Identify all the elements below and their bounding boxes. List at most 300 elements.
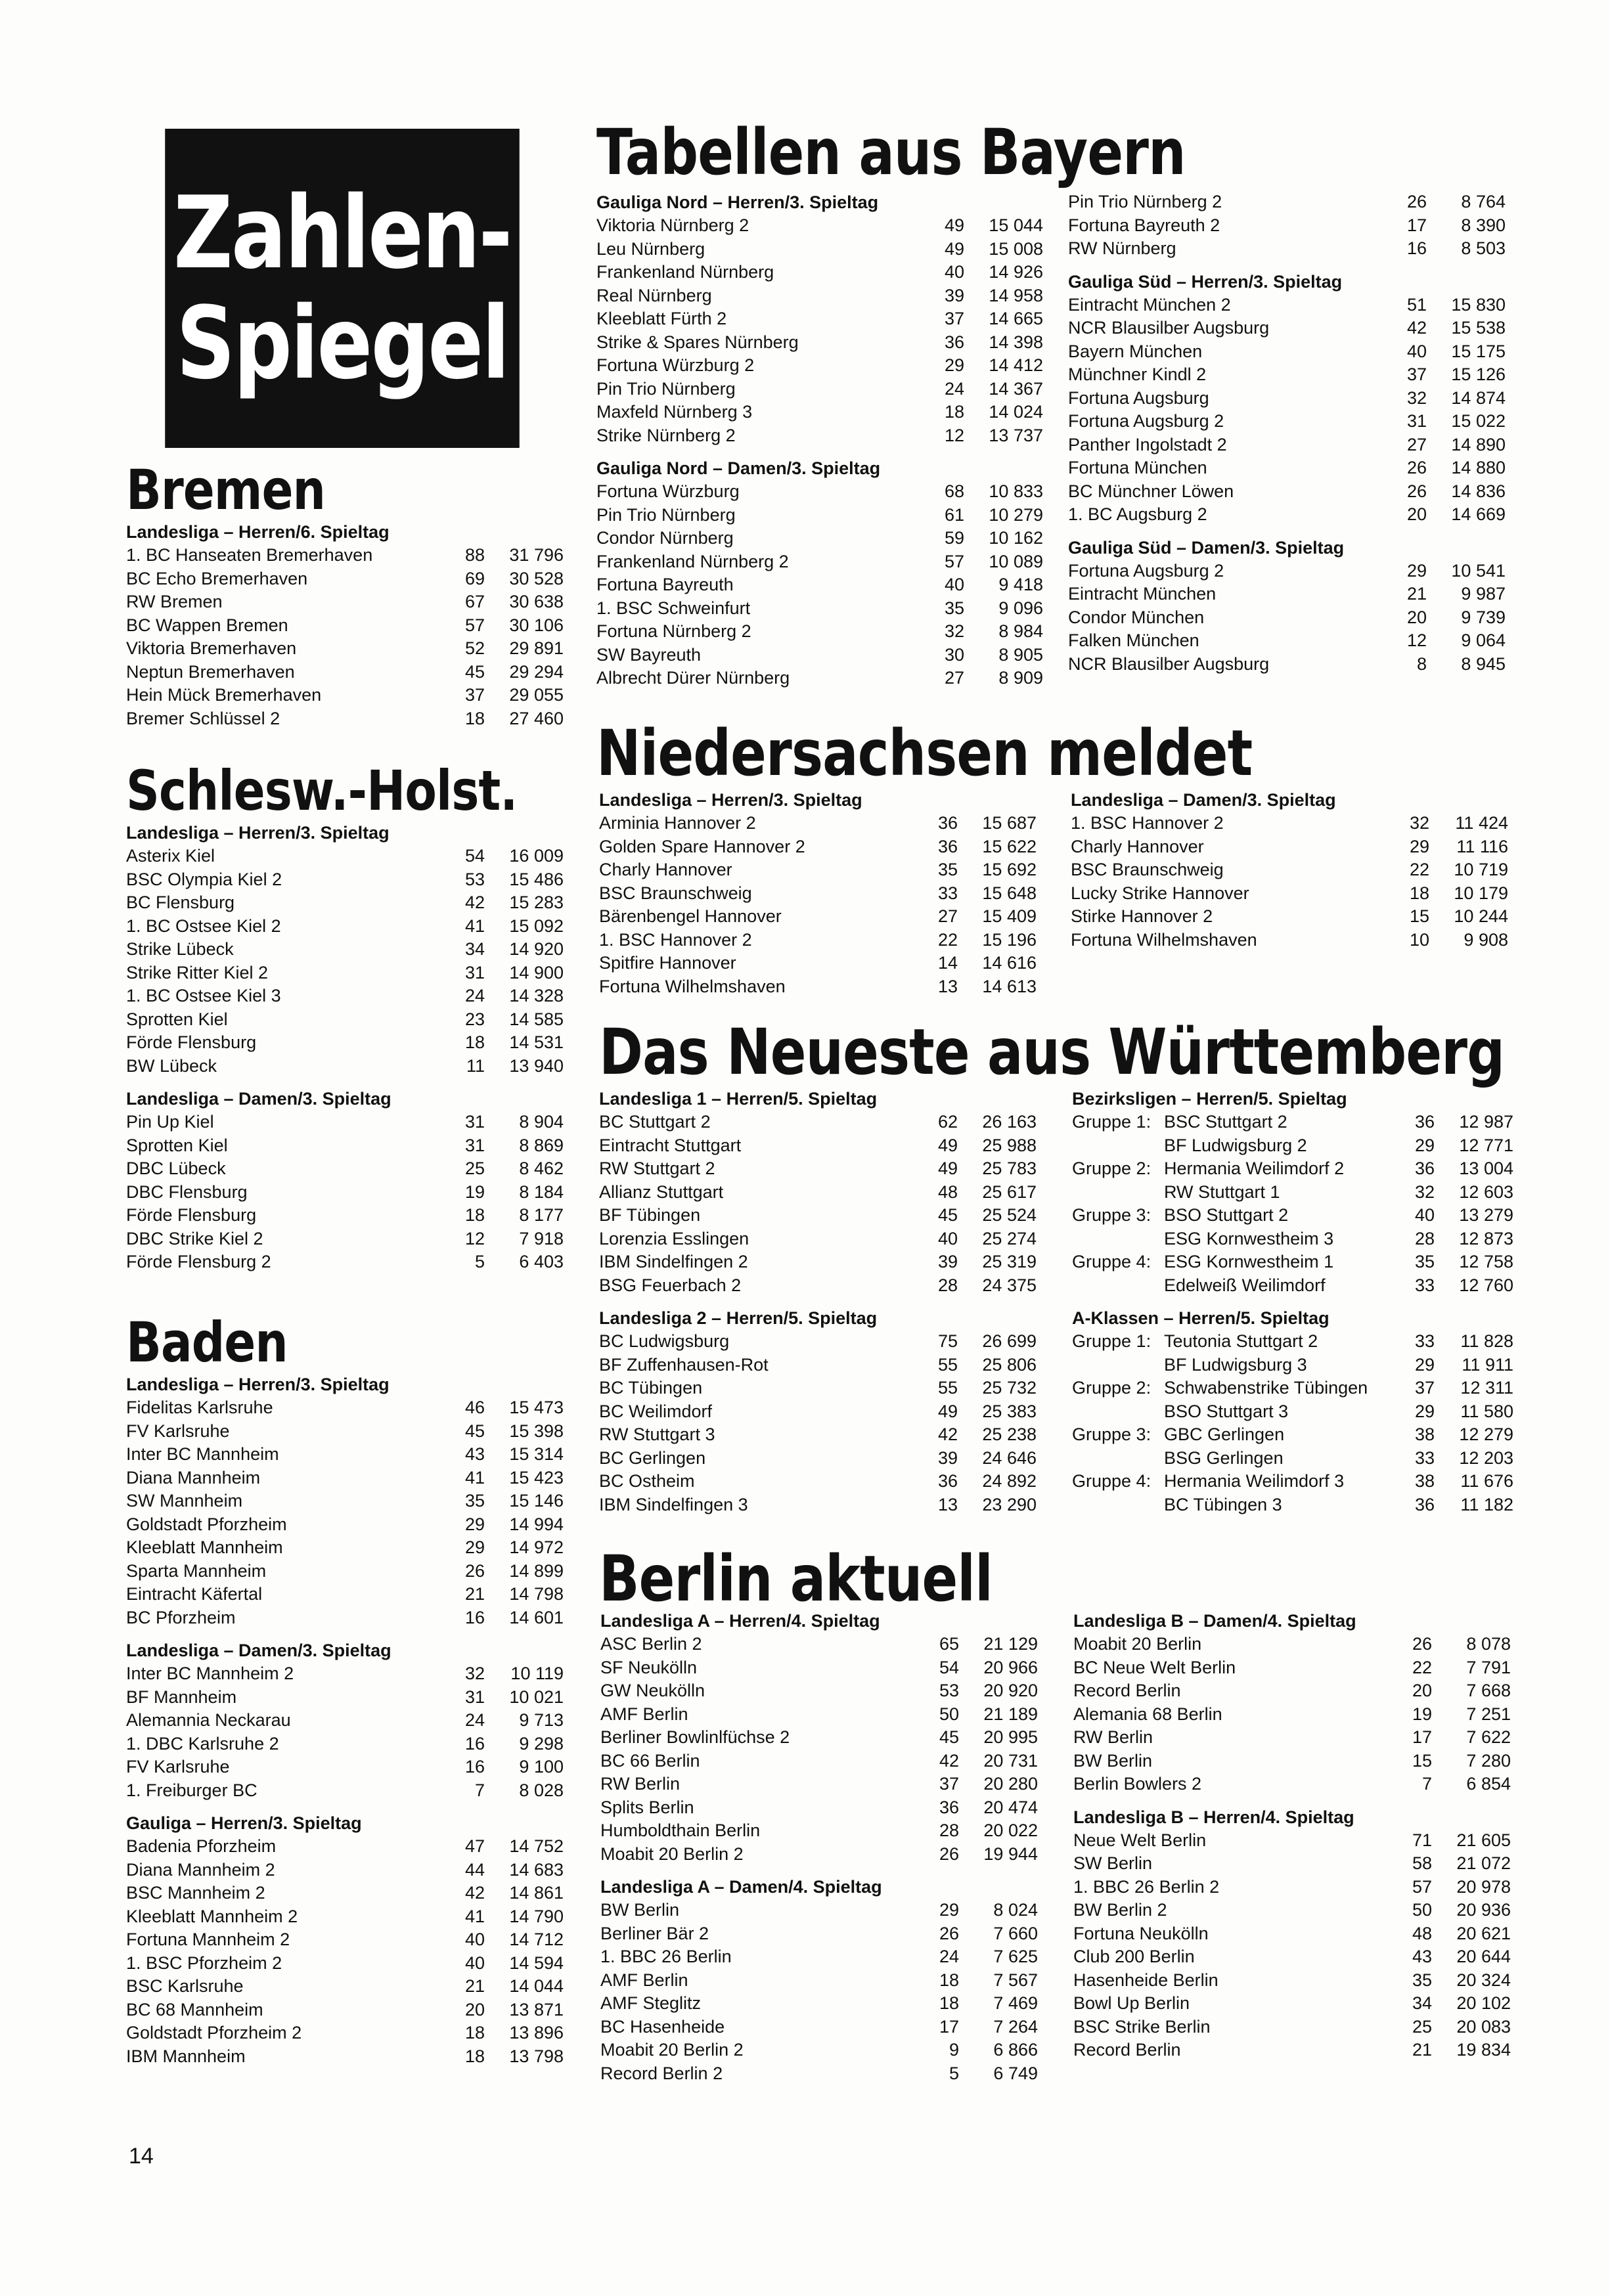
points: 14 xyxy=(937,953,958,973)
section-bayern-left xyxy=(596,190,1043,699)
masthead xyxy=(165,129,520,448)
table-row xyxy=(599,1377,1037,1400)
pins: 10 179 xyxy=(1454,883,1508,903)
team-name: ESG Kornwestheim 3 xyxy=(1164,1228,1334,1248)
points: 13 xyxy=(937,976,958,996)
points: 34 xyxy=(1412,1993,1432,2013)
table-row xyxy=(599,1157,1037,1181)
table-row xyxy=(126,661,564,684)
points: 29 xyxy=(464,1514,485,1534)
team-name: 1. BC Ostsee Kiel 2 xyxy=(126,916,281,936)
team-name: Strike & Spares Nürnberg xyxy=(596,332,799,352)
section-berlin-right xyxy=(1073,1609,1511,2071)
team-name: Fidelitas Karlsruhe xyxy=(126,1398,273,1417)
standings-table xyxy=(1072,1111,1513,1297)
team-name: Viktoria Bremerhaven xyxy=(126,638,297,658)
points: 39 xyxy=(937,1447,958,1468)
team-name: Fortuna Bayreuth xyxy=(596,575,734,594)
points: 58 xyxy=(1412,1853,1432,1873)
table-row xyxy=(599,952,1037,975)
points: 36 xyxy=(1414,1112,1435,1132)
points: 35 xyxy=(1414,1252,1435,1271)
team-name: Eintracht München 2 xyxy=(1068,294,1231,315)
points: 18 xyxy=(939,1993,959,2013)
team-name: Pin Trio Nürnberg 2 xyxy=(1068,192,1222,211)
table-row xyxy=(1072,1157,1513,1181)
table-row xyxy=(126,938,564,961)
pins: 13 279 xyxy=(1459,1205,1513,1225)
team-name: Förde Flensburg 2 xyxy=(126,1252,271,1271)
pins: 20 083 xyxy=(1456,2016,1511,2037)
table-row xyxy=(126,1859,564,1882)
table-row xyxy=(599,975,1037,999)
table-row xyxy=(599,1447,1037,1470)
table-row xyxy=(126,1181,564,1204)
points: 41 xyxy=(464,1906,485,1926)
pins: 8 904 xyxy=(519,1112,564,1132)
points: 34 xyxy=(464,939,485,959)
points: 32 xyxy=(944,621,964,641)
pins: 14 920 xyxy=(509,939,564,959)
pins: 7 918 xyxy=(519,1228,564,1248)
pins: 8 909 xyxy=(998,668,1043,688)
table-row xyxy=(126,1396,564,1420)
team-name: RW Nürnberg xyxy=(1068,238,1176,258)
team-name: Strike Nürnberg 2 xyxy=(596,425,736,445)
section-berlin-left xyxy=(600,1609,1038,2094)
pins: 8 945 xyxy=(1461,653,1506,674)
table-row xyxy=(126,544,564,567)
team-name: DBC Strike Kiel 2 xyxy=(126,1228,263,1248)
pins: 11 182 xyxy=(1460,1494,1513,1514)
masthead-line-1: Zahlen- xyxy=(173,175,511,291)
table-row xyxy=(599,1493,1037,1517)
pins: 13 737 xyxy=(989,425,1043,445)
team-name: Condor Nürnberg xyxy=(596,528,734,548)
pins: 7 567 xyxy=(993,1970,1038,1990)
team-name: Record Berlin 2 xyxy=(600,2063,723,2083)
pins: 7 668 xyxy=(1466,1681,1511,1700)
team-name: Fortuna Nürnberg 2 xyxy=(596,621,751,641)
team-name: Badenia Pforzheim xyxy=(126,1836,277,1856)
points: 20 xyxy=(464,1999,485,2020)
team-name: BC 68 Mannheim xyxy=(126,1999,263,2020)
team-name: Pin Trio Nürnberg xyxy=(596,378,736,399)
table-row xyxy=(596,620,1043,644)
table-row xyxy=(1071,858,1508,882)
team-name: Stirke Hannover 2 xyxy=(1071,906,1213,926)
points: 26 xyxy=(464,1560,485,1581)
pins: 15 044 xyxy=(989,215,1043,235)
points: 36 xyxy=(1414,1159,1435,1178)
pins: 10 833 xyxy=(989,481,1043,501)
pins: 14 398 xyxy=(989,332,1043,352)
table-row xyxy=(1068,237,1506,261)
team-name: Bärenbengel Hannover xyxy=(599,906,782,926)
points: 18 xyxy=(464,2046,485,2066)
pins: 8 462 xyxy=(519,1159,564,1178)
league-heading: Landesliga B – Herren/4. Spieltag xyxy=(1073,1807,1354,1827)
pins: 8 028 xyxy=(519,1780,564,1800)
points: 44 xyxy=(464,1859,485,1880)
table-row xyxy=(1072,1111,1513,1134)
pins: 25 988 xyxy=(982,1135,1037,1155)
pins: 21 072 xyxy=(1456,1853,1511,1873)
points: 8 xyxy=(1416,653,1427,674)
team-name: Leu Nürnberg xyxy=(596,238,705,259)
table-row xyxy=(596,378,1043,401)
standings-table xyxy=(596,480,1043,690)
points: 43 xyxy=(1412,1947,1432,1966)
team-name: Moabit 20 Berlin xyxy=(1073,1634,1202,1654)
team-name: BF Ludwigsburg 2 xyxy=(1164,1135,1307,1155)
team-name: Fortuna Neukölln xyxy=(1073,1923,1209,1943)
team-name: BC Wappen Bremen xyxy=(126,615,288,635)
points: 47 xyxy=(464,1836,485,1856)
league-heading: Landesliga – Herren/3. Spieltag xyxy=(599,790,862,810)
points: 37 xyxy=(939,1774,959,1794)
pins: 15 692 xyxy=(982,860,1037,879)
team-name: IBM Mannheim xyxy=(126,2046,246,2066)
table-row xyxy=(126,1420,564,1444)
table-row xyxy=(126,2021,564,2045)
pins: 11 116 xyxy=(1456,836,1508,856)
group-label xyxy=(1072,1400,1164,1424)
group-label xyxy=(1072,1354,1164,1377)
team-name: Edelweiß Weilimdorf xyxy=(1164,1275,1326,1295)
points: 40 xyxy=(464,1953,485,1973)
team-name: BSC Braunschweig xyxy=(599,883,752,903)
points: 12 xyxy=(944,425,964,445)
team-name: Hermania Weilimdorf 3 xyxy=(1164,1471,1345,1491)
table-row xyxy=(599,1111,1037,1134)
team-name: BF Mannheim xyxy=(126,1687,237,1707)
pins: 14 874 xyxy=(1451,387,1506,408)
points: 31 xyxy=(464,1112,485,1132)
points: 27 xyxy=(937,906,958,926)
team-name: Teutonia Stuttgart 2 xyxy=(1164,1331,1318,1351)
tables xyxy=(1068,190,1506,676)
points: 21 xyxy=(464,1976,485,1996)
team-name: Berliner Bowlinlfüchse 2 xyxy=(600,1727,790,1747)
team-name: NCR Blausilber Augsburg xyxy=(1068,318,1270,338)
team-name: Charly Hannover xyxy=(599,860,732,879)
team-name: RW Stuttgart 2 xyxy=(599,1159,715,1178)
team-name: Frankenland Nürnberg 2 xyxy=(596,551,789,571)
team-name: Condor München xyxy=(1068,607,1205,627)
table-row xyxy=(1073,2039,1511,2062)
points: 28 xyxy=(937,1275,958,1295)
team-name: Record Berlin xyxy=(1073,1681,1181,1700)
team-name: Humboldthain Berlin xyxy=(600,1821,761,1840)
table-row xyxy=(126,845,564,868)
pins: 8 078 xyxy=(1466,1634,1511,1654)
section-title: Berlin aktuell xyxy=(599,1542,993,1616)
league-heading: Landesliga A – Damen/4. Spieltag xyxy=(600,1877,882,1897)
points: 22 xyxy=(1412,1657,1432,1677)
points: 19 xyxy=(1412,1704,1432,1724)
points: 51 xyxy=(1406,294,1427,315)
pins: 20 102 xyxy=(1456,1993,1511,2013)
table-row xyxy=(1068,433,1506,457)
points: 50 xyxy=(1412,1900,1432,1920)
table-row xyxy=(1073,1726,1511,1750)
points: 37 xyxy=(944,309,964,328)
points: 67 xyxy=(464,592,485,611)
table-row xyxy=(599,905,1037,929)
pins: 10 021 xyxy=(509,1687,564,1707)
table-row xyxy=(1073,1945,1511,1969)
pins: 12 279 xyxy=(1459,1424,1513,1444)
pins: 7 791 xyxy=(1466,1657,1511,1677)
standings-table xyxy=(600,1633,1038,1866)
pins: 15 175 xyxy=(1451,341,1506,361)
table-row xyxy=(600,1899,1038,1922)
team-name: Frankenland Nürnberg xyxy=(596,262,774,282)
table-row xyxy=(600,2039,1038,2062)
table-row xyxy=(1072,1330,1513,1354)
section-bayern-title xyxy=(596,118,1385,187)
table-row xyxy=(599,858,1037,882)
team-name: RW Bremen xyxy=(126,592,223,611)
pins: 12 760 xyxy=(1459,1275,1513,1295)
pins: 23 290 xyxy=(982,1494,1037,1514)
team-name: Diana Mannheim xyxy=(126,1467,261,1488)
table-row xyxy=(126,1250,564,1274)
pins: 25 806 xyxy=(982,1354,1037,1375)
table-row xyxy=(1068,629,1506,653)
table-row xyxy=(1072,1181,1513,1204)
pins: 27 460 xyxy=(509,708,564,728)
team-name: Lorenzia Esslingen xyxy=(599,1228,749,1248)
points: 53 xyxy=(939,1681,959,1700)
pins: 9 987 xyxy=(1461,584,1506,604)
standings-table xyxy=(126,1396,564,1629)
pins: 20 280 xyxy=(983,1774,1038,1794)
team-name: BW Lübeck xyxy=(126,1055,217,1076)
team-name: ESG Kornwestheim 1 xyxy=(1164,1252,1334,1271)
pins: 15 830 xyxy=(1451,294,1506,315)
team-name: BC Echo Bremerhaven xyxy=(126,568,308,588)
table-row xyxy=(1068,317,1506,340)
team-name: Pin Trio Nürnberg xyxy=(596,504,736,525)
table-row xyxy=(1072,1377,1513,1400)
pins: 14 613 xyxy=(982,976,1037,996)
section-schleswig-holstein xyxy=(126,761,564,1283)
team-name: Fortuna München xyxy=(1068,458,1207,477)
team-name: Club 200 Berlin xyxy=(1073,1947,1195,1966)
table-row xyxy=(126,1583,564,1606)
pins: 15 196 xyxy=(982,929,1037,950)
points: 15 xyxy=(1409,906,1429,926)
pins: 10 719 xyxy=(1454,860,1508,879)
team-name: Hasenheide Berlin xyxy=(1073,1970,1219,1990)
points: 24 xyxy=(944,378,964,399)
team-name: BC Ostheim xyxy=(599,1471,695,1491)
section-title: Baden xyxy=(126,1310,288,1375)
standings-table xyxy=(596,214,1043,447)
pins: 14 972 xyxy=(509,1537,564,1557)
points: 57 xyxy=(464,615,485,635)
team-name: Strike Ritter Kiel 2 xyxy=(126,962,269,982)
points: 24 xyxy=(939,1947,959,1966)
points: 31 xyxy=(464,1135,485,1155)
pins: 20 936 xyxy=(1456,1900,1511,1920)
table-row xyxy=(1071,835,1508,859)
team-name: Moabit 20 Berlin 2 xyxy=(600,2040,744,2060)
table-row xyxy=(126,1686,564,1710)
team-name: BSC Strike Berlin xyxy=(1073,2016,1211,2037)
team-name: Berlin Bowlers 2 xyxy=(1073,1774,1202,1794)
points: 18 xyxy=(464,708,485,728)
group-label xyxy=(1072,1181,1164,1204)
table-row xyxy=(1073,1656,1511,1680)
points: 45 xyxy=(464,1421,485,1441)
table-row xyxy=(1068,294,1506,317)
table-row xyxy=(126,1779,564,1803)
table-row xyxy=(596,401,1043,424)
table-row xyxy=(1073,1922,1511,1946)
pins: 11 424 xyxy=(1455,813,1508,833)
team-name: Eintracht München xyxy=(1068,584,1217,604)
table-row xyxy=(600,1726,1038,1750)
points: 16 xyxy=(464,1757,485,1777)
table-row xyxy=(126,1975,564,1998)
table-row xyxy=(599,1204,1037,1227)
points: 54 xyxy=(939,1657,959,1677)
table-row xyxy=(596,573,1043,597)
table-row xyxy=(596,504,1043,527)
team-name: Real Nürnberg xyxy=(596,285,712,305)
team-name: FV Karlsruhe xyxy=(126,1757,230,1777)
team-name: BC Weilimdorf xyxy=(599,1401,713,1421)
points: 17 xyxy=(1406,215,1427,235)
table-row xyxy=(1073,1852,1511,1876)
points: 26 xyxy=(1406,458,1427,477)
points: 21 xyxy=(464,1584,485,1604)
table-row xyxy=(1072,1447,1513,1470)
table-row xyxy=(599,835,1037,859)
team-name: BSC Mannheim 2 xyxy=(126,1883,265,1903)
points: 7 xyxy=(1421,1774,1432,1794)
pins: 9 713 xyxy=(519,1710,564,1730)
team-name: BSC Karlsruhe xyxy=(126,1976,244,1996)
points: 38 xyxy=(1414,1471,1435,1491)
team-name: Hein Mück Bremerhaven xyxy=(126,685,322,705)
points: 29 xyxy=(939,1900,959,1920)
pins: 9 908 xyxy=(1464,929,1508,950)
standings-table xyxy=(126,1835,564,2068)
table-row xyxy=(126,1733,564,1756)
points: 26 xyxy=(1406,192,1427,211)
pins: 21 129 xyxy=(983,1634,1038,1654)
team-name: IBM Sindelfingen 3 xyxy=(599,1494,748,1514)
pins: 9 298 xyxy=(519,1733,564,1754)
team-name: BSO Stuttgart 3 xyxy=(1164,1401,1289,1421)
pins: 8 503 xyxy=(1461,238,1506,258)
team-name: Goldstadt Pforzheim xyxy=(126,1514,287,1534)
points: 48 xyxy=(937,1181,958,1202)
table-row xyxy=(600,1656,1038,1680)
table-row xyxy=(1071,929,1508,952)
pins: 10 089 xyxy=(989,551,1043,571)
points: 54 xyxy=(464,846,485,866)
points: 59 xyxy=(944,528,964,548)
pins: 15 283 xyxy=(509,893,564,912)
table-row xyxy=(1073,1876,1511,1899)
pins: 14 899 xyxy=(509,1560,564,1581)
team-name: Strike Lübeck xyxy=(126,939,234,959)
team-name: RW Berlin xyxy=(600,1774,681,1794)
points: 29 xyxy=(1414,1354,1435,1375)
group-label xyxy=(1072,1493,1164,1517)
points: 36 xyxy=(944,332,964,352)
team-name: DBC Flensburg xyxy=(126,1181,248,1202)
team-name: BC Gerlingen xyxy=(599,1447,706,1468)
league-heading: Gauliga Süd – Damen/3. Spieltag xyxy=(1068,537,1345,558)
team-name: IBM Sindelfingen 2 xyxy=(599,1252,748,1271)
table-row xyxy=(126,1443,564,1467)
section-title: Schlesw.-Holst. xyxy=(126,759,518,823)
team-name: Allianz Stuttgart xyxy=(599,1181,724,1202)
table-row xyxy=(600,1969,1038,1993)
pins: 21 605 xyxy=(1456,1830,1511,1850)
group-label xyxy=(1072,1227,1164,1251)
team-name: Alemannia Neckarau xyxy=(126,1710,291,1730)
pins: 15 092 xyxy=(509,916,564,936)
team-name: 1. BSC Hannover 2 xyxy=(599,929,752,950)
team-name: BF Ludwigsburg 3 xyxy=(1164,1354,1307,1375)
team-name: NCR Blausilber Augsburg xyxy=(1068,653,1270,674)
table-row xyxy=(596,527,1043,550)
standings-table xyxy=(126,544,564,730)
pins: 14 958 xyxy=(989,285,1043,305)
pins: 30 638 xyxy=(509,592,564,611)
pins: 15 622 xyxy=(982,836,1037,856)
pins: 29 055 xyxy=(509,685,564,705)
league-heading: Bezirksligen – Herren/5. Spieltag xyxy=(1072,1089,1347,1109)
league-heading: Gauliga Süd – Herren/3. Spieltag xyxy=(1068,271,1343,292)
table-row xyxy=(596,354,1043,378)
team-name: Kleeblatt Mannheim xyxy=(126,1537,283,1557)
team-name: Inter BC Mannheim xyxy=(126,1444,279,1464)
points: 69 xyxy=(464,568,485,588)
table-row xyxy=(1068,583,1506,606)
table-row xyxy=(1073,2016,1511,2039)
team-name: Förde Flensburg xyxy=(126,1032,257,1052)
points: 11 xyxy=(466,1055,485,1076)
points: 29 xyxy=(1406,560,1427,581)
tables xyxy=(126,1373,564,2068)
pins: 26 699 xyxy=(982,1331,1037,1351)
table-row xyxy=(1072,1354,1513,1377)
table-row xyxy=(600,1703,1038,1727)
team-name: Panther Ingolstadt 2 xyxy=(1068,434,1227,454)
pins: 7 280 xyxy=(1466,1750,1511,1771)
pins: 9 418 xyxy=(998,575,1043,594)
table-row xyxy=(596,307,1043,331)
team-name: BC Stuttgart 2 xyxy=(599,1112,711,1132)
table-row xyxy=(126,1928,564,1952)
table-row xyxy=(126,1031,564,1055)
points: 45 xyxy=(464,661,485,682)
section-niedersachsen-title xyxy=(596,717,1450,790)
table-row xyxy=(599,1354,1037,1377)
team-name: BW Berlin xyxy=(1073,1750,1153,1771)
section-title: Niedersachsen meldet xyxy=(596,717,1253,790)
pins: 14 926 xyxy=(989,262,1043,282)
points: 41 xyxy=(464,1467,485,1488)
